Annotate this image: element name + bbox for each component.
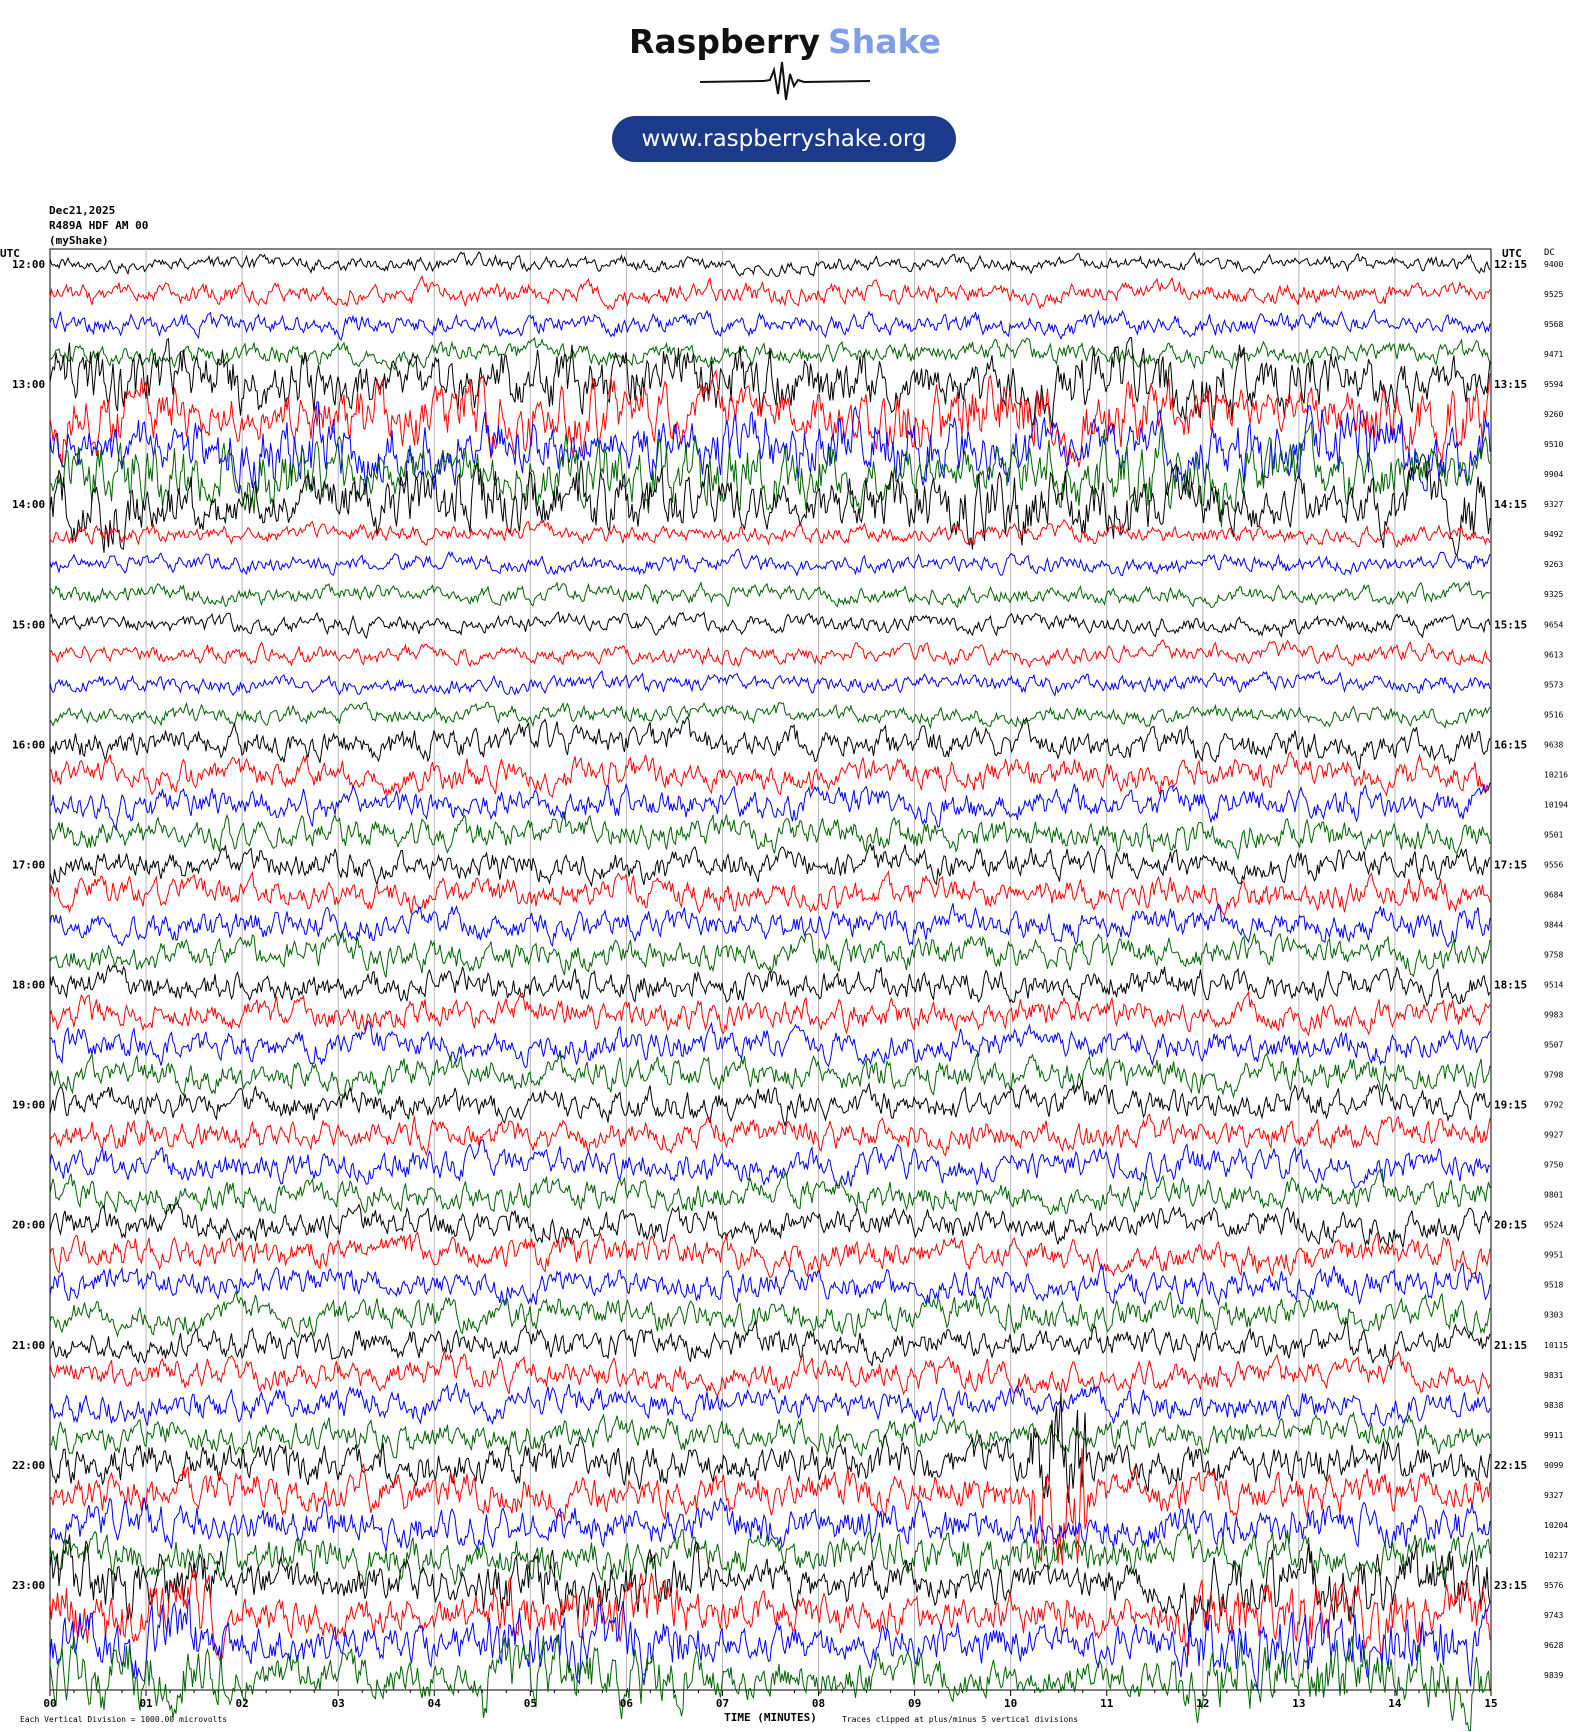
dc-offset-value: 10216 (1544, 770, 1569, 780)
minute-tick-label: 08 (811, 1697, 826, 1710)
hour-label-left: 22:00 (12, 1458, 46, 1472)
dc-offset-value: 10204 (1544, 1520, 1569, 1530)
hour-label-left: 19:00 (12, 1098, 46, 1112)
minute-tick-label: 09 (907, 1697, 922, 1710)
seismic-trace (50, 702, 1490, 728)
minute-tick-label: 12 (1196, 1697, 1210, 1710)
dc-offset-value: 9516 (1544, 710, 1564, 720)
dc-offset-value: 9325 (1544, 590, 1564, 600)
seismic-trace (50, 931, 1490, 978)
dc-offset-value: 9750 (1544, 1160, 1564, 1170)
dc-offset-value: 9831 (1544, 1370, 1564, 1380)
dc-offset-value: 9798 (1544, 1070, 1564, 1080)
hour-label-right: 19:15 (1494, 1098, 1528, 1112)
dc-offset-value: 9758 (1544, 950, 1564, 960)
x-axis-title: TIME (MINUTES) (724, 1711, 817, 1724)
clip-note: Traces clipped at plus/minus 5 vertical divisions (842, 1715, 1079, 1724)
seismic-trace (50, 752, 1490, 797)
seismic-trace (50, 1080, 1490, 1125)
right-utc-label: UTC (1502, 247, 1522, 260)
dc-offset-value: 9613 (1544, 650, 1564, 660)
hour-label-left: 14:00 (12, 498, 46, 512)
dc-offset-value: 9684 (1544, 890, 1564, 900)
minute-tick-label: 02 (235, 1697, 249, 1710)
seismic-trace (50, 1202, 1490, 1247)
brand-name-part1: Raspberry (629, 22, 821, 61)
hour-label-left: 17:00 (12, 858, 46, 872)
dc-offset-value: 9927 (1544, 1130, 1564, 1140)
dc-offset-value: 9628 (1544, 1640, 1564, 1650)
dc-offset-value: 9303 (1544, 1310, 1564, 1320)
dc-offset-value: 9510 (1544, 440, 1564, 450)
seismic-trace (50, 310, 1490, 340)
dc-offset-value: 9654 (1544, 620, 1564, 630)
chart-date: Dec21,2025 (49, 204, 116, 217)
minute-tick-label: 00 (43, 1697, 57, 1710)
seismic-trace (50, 992, 1490, 1035)
minute-tick-label: 11 (1100, 1697, 1114, 1710)
hour-label-right: 15:15 (1494, 618, 1528, 632)
hour-label-left: 23:00 (12, 1578, 46, 1592)
left-utc-label: UTC (0, 247, 20, 260)
seismic-trace (50, 582, 1490, 607)
hour-label-left: 13:00 (12, 378, 46, 392)
seismic-trace (50, 812, 1490, 859)
hour-label-right: 18:15 (1494, 978, 1528, 992)
website-url-badge[interactable]: www.raspberryshake.org (612, 116, 956, 162)
brand-name-part2: Shake (828, 22, 941, 61)
dc-offset-value: 9792 (1544, 1100, 1564, 1110)
dc-offset-value: 9400 (1544, 260, 1564, 269)
dc-offset-value: 9263 (1544, 560, 1564, 570)
dc-offset-value: 9594 (1544, 380, 1564, 390)
hour-label-right: 23:15 (1494, 1578, 1528, 1592)
minute-tick-label: 15 (1484, 1697, 1498, 1710)
hour-label-left: 15:00 (12, 618, 46, 632)
seismic-trace (50, 252, 1490, 277)
dc-offset-value: 9904 (1544, 470, 1564, 480)
seismic-trace (50, 402, 1490, 494)
hour-label-right: 16:15 (1494, 738, 1528, 752)
seismic-trace (50, 1139, 1490, 1188)
minute-tick-label: 07 (715, 1697, 730, 1710)
seismic-trace (50, 1498, 1490, 1552)
dc-offset-value: 9743 (1544, 1610, 1564, 1620)
hour-label-left: 20:00 (12, 1218, 46, 1232)
seismic-trace (50, 1384, 1490, 1427)
minute-tick-label: 10 (1004, 1697, 1018, 1710)
minute-tick-label: 13 (1292, 1697, 1306, 1710)
station-channel: R489A HDF AM 00 (49, 219, 149, 232)
dc-offset-value: 9507 (1544, 1040, 1564, 1050)
seismic-trace (50, 844, 1490, 886)
dc-offset-value: 9844 (1544, 920, 1564, 930)
minute-tick-label: 01 (139, 1697, 153, 1710)
seismic-trace (50, 966, 1490, 1006)
dc-offset-value: 9838 (1544, 1400, 1564, 1410)
dc-offset-value: 9801 (1544, 1190, 1564, 1200)
hour-label-left: 21:00 (12, 1338, 46, 1352)
dc-offset-value: 9951 (1544, 1250, 1564, 1260)
minute-tick-label: 14 (1388, 1697, 1402, 1710)
seismic-trace (50, 1233, 1490, 1279)
dc-offset-value: 9525 (1544, 290, 1564, 300)
minute-tick-label: 04 (427, 1697, 441, 1710)
seismic-trace (50, 640, 1490, 667)
dc-offset-value: 9983 (1544, 1010, 1564, 1020)
seismic-trace (50, 276, 1490, 309)
seismic-trace (50, 671, 1490, 695)
dc-offset-value: 9638 (1544, 740, 1564, 750)
minute-tick-label: 03 (331, 1697, 345, 1710)
dc-offset-value: 9518 (1544, 1280, 1564, 1290)
hour-label-right: 13:15 (1494, 378, 1528, 392)
seismic-trace (50, 783, 1490, 830)
hour-label-right: 22:15 (1494, 1458, 1528, 1472)
dc-offset-value: 9911 (1544, 1430, 1564, 1440)
seismic-trace (50, 903, 1490, 946)
minute-tick-label: 06 (619, 1697, 634, 1710)
dc-offset-value: 9576 (1544, 1580, 1564, 1590)
seismic-trace (50, 1263, 1490, 1305)
seismic-trace (50, 1021, 1490, 1068)
minute-tick-label: 05 (523, 1697, 537, 1710)
seismic-trace (50, 1169, 1490, 1214)
dc-offset-value: 9471 (1544, 350, 1564, 360)
hour-label-left: 12:00 (12, 258, 46, 271)
seismic-trace (50, 1292, 1490, 1337)
dc-offset-value: 9524 (1544, 1220, 1564, 1230)
dc-offset-value: 9501 (1544, 830, 1564, 840)
seismic-trace (50, 612, 1490, 638)
seismic-traces (50, 252, 1490, 1731)
seismic-trace (50, 549, 1490, 576)
hour-label-left: 18:00 (12, 978, 46, 992)
dc-offset-value: 9099 (1544, 1460, 1564, 1470)
dc-offset-value: 10217 (1544, 1550, 1569, 1560)
hour-label-right: 17:15 (1494, 858, 1528, 872)
hour-label-right: 21:15 (1494, 1338, 1528, 1352)
hour-label-right: 12:15 (1494, 258, 1528, 271)
dc-offset-value: 9492 (1544, 530, 1564, 540)
dc-offset-value: 9260 (1544, 410, 1564, 420)
hour-label-left: 16:00 (12, 738, 46, 752)
seismic-trace (50, 872, 1490, 915)
dc-offset-value: 9327 (1544, 1490, 1564, 1500)
dc-offset-value: 10194 (1544, 800, 1569, 810)
hour-label-right: 20:15 (1494, 1218, 1528, 1232)
dc-offset-value: 9556 (1544, 860, 1564, 870)
dc-offset-value: 10115 (1544, 1340, 1569, 1350)
hour-label-right: 14:15 (1494, 498, 1528, 512)
dc-offset-value: 9327 (1544, 500, 1564, 510)
station-source: (myShake) (49, 234, 109, 247)
dc-offset-value: 9839 (1544, 1670, 1564, 1680)
vertical-division-note: Each Vertical Division = 1000.00 microvolts (20, 1715, 228, 1724)
dc-offset-value: 9568 (1544, 320, 1564, 330)
seismic-trace (50, 1054, 1490, 1098)
dc-offset-value: 9514 (1544, 980, 1564, 990)
dc-label: DC (1544, 248, 1555, 258)
dc-offset-value: 9573 (1544, 680, 1564, 690)
